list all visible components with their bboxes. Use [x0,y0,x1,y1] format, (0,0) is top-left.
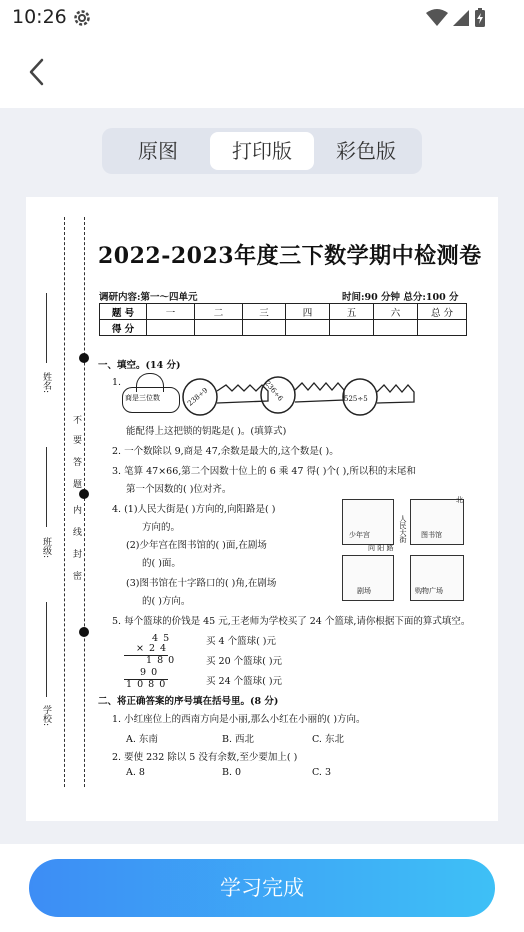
version-tabs [102,128,422,174]
seal-word: 要 [71,435,81,444]
q3-text-cont: 第一个因数的( )位对齐。 [126,484,232,495]
map-road-horizontal: 向 阳 路 [368,544,394,552]
tab-color[interactable]: 彩色版 [336,139,396,163]
signal-icon [452,9,470,31]
battery-icon [474,8,486,32]
student-name-label: 姓名: [41,372,51,394]
q2-text: 2. 一个数除以 9,商是 47,余数是最大的,这个数是( )。 [112,446,339,457]
seal-word: 内 [71,505,81,514]
seal-word: 线 [71,527,81,536]
binding-line-outer [64,217,65,787]
q5-text: 5. 每个篮球的价钱是 45 元,王老师为学校买了 24 个篮球,请你根据下面的算式填空。 [112,616,471,627]
settings-gear-icon [72,8,92,28]
back-button[interactable] [22,54,54,90]
score-table: 题 号 一 二 三 四 五 六 总 分 得 分 [99,303,467,336]
school-label: 学校: [41,705,51,727]
map-library: 图书馆 [410,499,464,545]
q3-text: 3. 笔算 47×66,第二个因数十位上的 6 乘 47 得( )个( ),所以积的末尾和 [112,466,416,477]
section-2-heading: 二、将正确答案的序号填在括号里。(8 分) [98,696,279,707]
binding-hole [79,627,89,637]
s2-q2-text: 2. 要使 232 除以 5 没有余数,至少要加上( ) [112,752,298,763]
chevron-left-icon [22,54,54,90]
class-label: 班级: [41,537,51,559]
exam-time-score: 时间:90 分钟 总分:100 分 [342,292,459,303]
q4-part2: (2)少年宫在图书馆的( )面,在剧场 [126,540,267,551]
map-theater: 剧场 [342,555,394,601]
q1-text: 能配得上这把锁的钥匙是( )。(填算式) [126,426,287,437]
binding-hole [79,489,89,499]
nav-bar [0,36,524,108]
status-bar [0,0,524,36]
exam-scope: 调研内容:第一～四单元 [99,292,198,303]
wifi-icon [426,9,448,31]
status-time: 10:26 [12,6,67,28]
seal-word: 封 [71,549,81,558]
seal-word: 不 [71,415,81,424]
binding-hole [79,353,89,363]
q4-part1: 4. (1)人民大街是( )方向的,向阳路是( ) [112,504,276,515]
seal-word: 题 [71,479,81,488]
exam-paper-image: 姓名: 班级: 学校: 不 要 答 题 内 线 封 密 2022-2023年度三下数学期中检测卷 调研内容:第一～四单元 时间:90 分钟 总分:100 分 题 号 一 二 三 四 五 六 总 分 得 分 一、填空。(14 分) 1. 商是三位数 238÷9 236÷6 525÷5 能配得上这把锁的钥匙是( )。(填算式) 2. 一个数除以 9,商是 47,余数是最大的,这个数是( )。 3. 笔算 47×66,第二个因数十位上的 6 乘 47 得( )个( ),所以积的末尾和 第一个因数的( )位对齐。 4. (1)人民大街是( )方向的,向阳路是( ) 方向的。 (2)少年宫在图书馆的( )面,在剧场 的( )面。 (3)图书馆在十字路口的( )角,在剧场 的( )方向。 少年宫 图书馆 剧场 购物广场 人民大街 向 阳 路 北 5. 每个篮球的价钱是 45 元,王老师为学校买了 24 个篮球,请你根据下面的算式填空。 4 5 × 2 4 1 8 0 9 0 1 0 8 0 买 4 个篮球( )元 买 20 个篮球( )元 买 24 个篮球( )元 二、将正确答案的序号填在括号里。(8 分) 1. 小红座位上的西南方向是小丽,那么小红在小丽的( )方向。 A. 东南 B. 西北 C. 东北 2. 要使 232 除以 5 没有余数,至少要加上( ) A. 8 B. 0 C. 3 [26,197,498,821]
study-complete-button[interactable]: 学习完成 [29,859,495,917]
binding-line-inner [84,217,85,787]
map-shopping-plaza: 购物广场 [410,555,464,601]
tab-print[interactable]: 打印版 [210,132,314,170]
map-north: 北 [456,496,463,504]
q4-part3: (3)图书馆在十字路口的( )角,在剧场 [126,578,277,589]
exam-title: 2022-2023年度三下数学期中检测卷 [98,243,482,269]
map-road-vertical: 人民大街 [399,515,407,543]
s2-q1-text: 1. 小红座位上的西南方向是小丽,那么小红在小丽的( )方向。 [112,714,366,725]
seal-word: 答 [71,457,81,466]
map-youth-palace: 少年宫 [342,499,394,545]
lock-image: 商是三位数 [122,387,180,413]
seal-word: 密 [71,571,81,580]
keys-image [182,375,482,419]
section-1-heading: 一、填空。(14 分) [98,360,181,371]
tab-original[interactable]: 原图 [138,139,178,163]
